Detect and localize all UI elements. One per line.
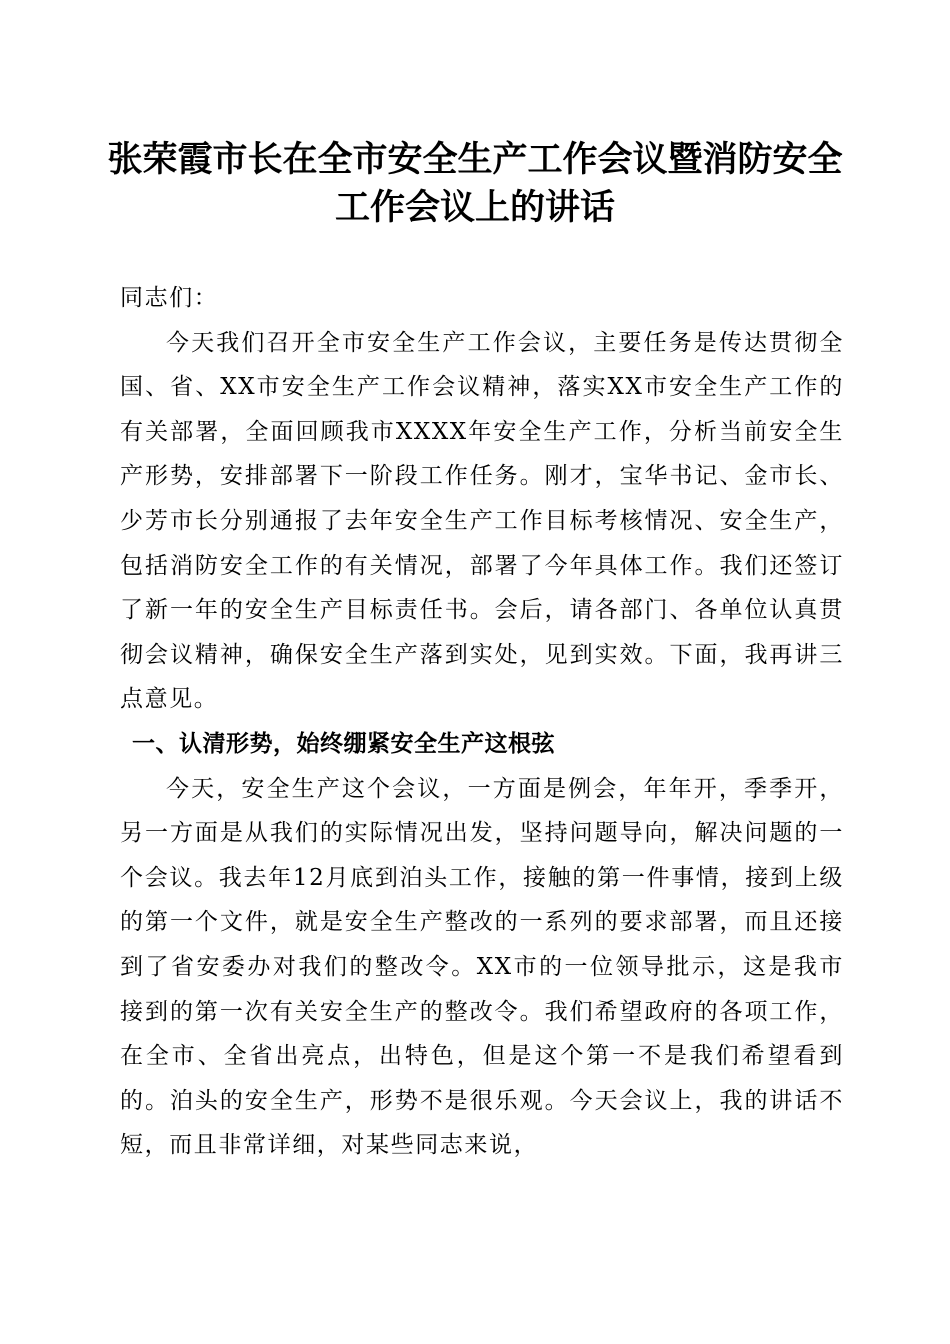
- salutation: 同志们：: [120, 285, 219, 311]
- section-heading: 一、认清形势，始终绷紧安全生产这根弦: [132, 730, 555, 757]
- document-body: [120, 276, 844, 1168]
- section-paragraph: 今天，安全生产这个会议，一方面是例会，年年开，季季开，另一方面是从我们的实际情况出发，坚持问题导向，解决问题的一个会议。我去年12月底到泊头工作，接触的第一件事情，接到上级的第一个文件，就是安全生产整改的一系列的要求部署，而且还接到了省安委办对我们的整改令。XX市的一位领导批示，这是我市接到的第一次有关安全生产的整改令。我们希望政府的各项工作，在全市、全省出亮点，出特色，但是这个第一不是我们希望看到的。泊头的安全生产，形势不是很乐观。今天会议上，我的讲话不短，而且非常详细，对某些同志来说，: [120, 775, 844, 1159]
- opening-paragraph: 今天我们召开全市安全生产工作会议，主要任务是传达贯彻全国、省、XX市安全生产工作会议精神，落实XX市安全生产工作的有关部署，全面回顾我市XXXX年安全生产工作，分析当前安全生产形势，安排部署下一阶段工作任务。刚才，宝华书记、金市长、少芳市长分别通报了去年安全生产工作目标考核情况、安全生产，包括消防安全工作的有关情况，部署了今年具体工作。我们还签订了新一年的安全生产目标责任书。会后，请各部门、各单位认真贯彻会议精神，确保安全生产落到实处，见到实效。下面，我再讲三点意见。: [120, 329, 844, 713]
- document-title: 张荣霞市长在全市安全生产工作会议暨消防安全工作会议上的讲话: [107, 139, 843, 228]
